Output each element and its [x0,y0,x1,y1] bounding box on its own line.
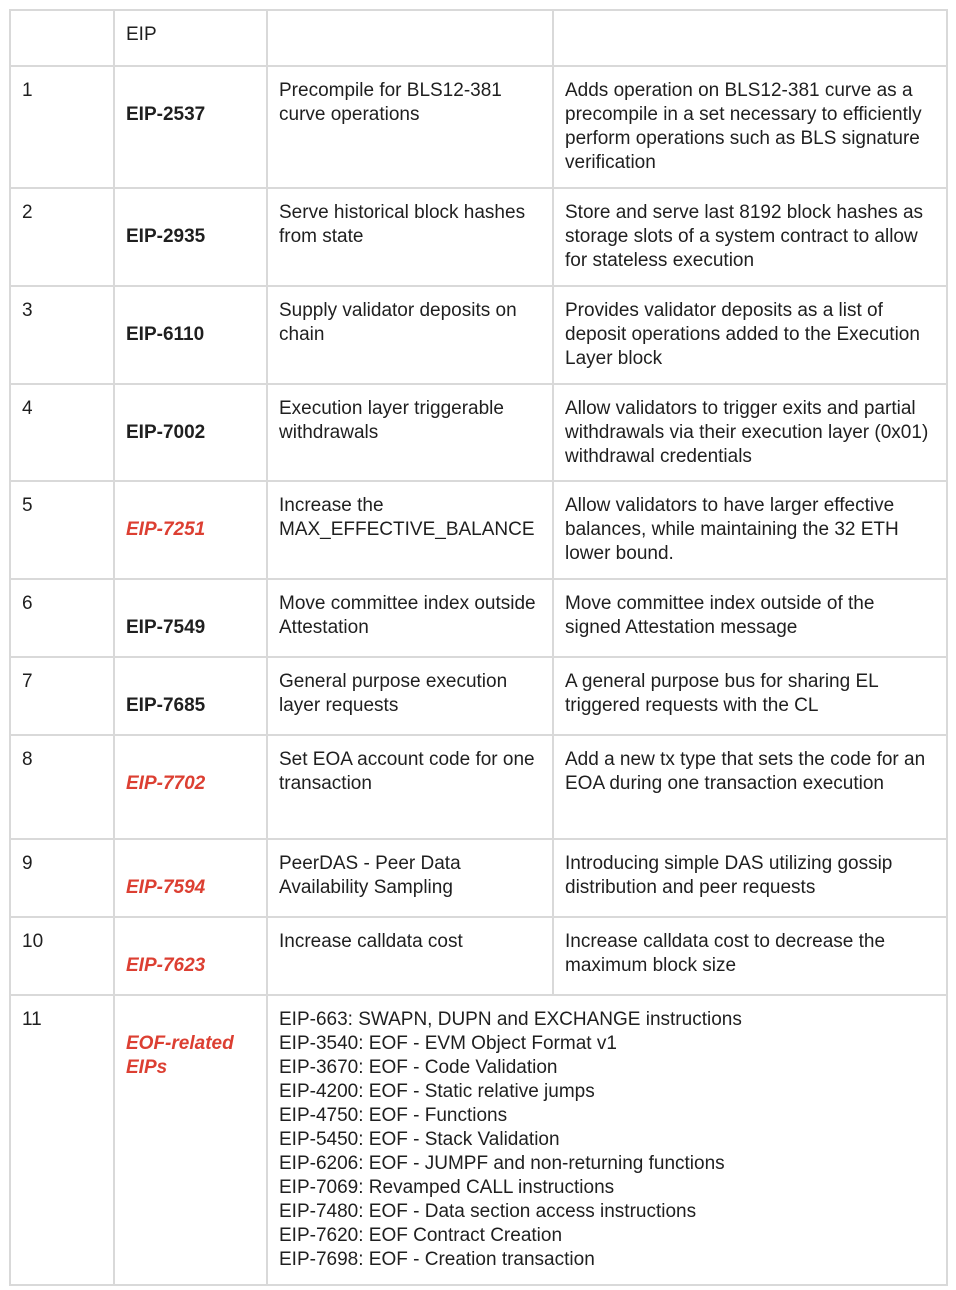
header-num-cell [10,10,114,66]
eip-id-highlighted: EIP-7623 [126,955,206,976]
eip-description: A general purpose bus for sharing EL triggered requests with the CL [553,657,947,735]
table-row [10,917,947,995]
eip-title: Move committee index outside Attestation [267,579,553,657]
eip-title: Set EOA account code for one transaction [267,735,553,839]
eof-list-item: EIP-7620: EOF Contract Creation [279,1225,563,1246]
table-row [10,839,947,917]
eip-description: Introducing simple DAS utilizing gossip distribution and peer requests [553,839,947,917]
eof-row [10,995,947,1285]
row-number: 7 [10,657,114,735]
eip-id-cell [114,735,267,839]
eip-description: Allow validators to have larger effective balances, while maintaining the 32 ETH lower bound. [553,481,947,579]
table-row [10,481,947,579]
eip-title: Increase the MAX_EFFECTIVE_BALANCE [267,481,553,579]
eof-list-item: EIP-4200: EOF - Static relative jumps [279,1081,595,1102]
eof-list-item: EIP-6206: EOF - JUMPF and non-returning functions [279,1153,725,1174]
row-number: 4 [10,384,114,481]
eip-id-highlighted: EIP-7702 [126,773,206,794]
row-number: 10 [10,917,114,995]
eof-list-item: EIP-7069: Revamped CALL instructions [279,1177,615,1198]
eip-id-cell [114,917,267,995]
eof-list-item: EIP-4750: EOF - Functions [279,1105,508,1126]
eip-title: Execution layer triggerable withdrawals [267,384,553,481]
eip-table [9,9,948,1286]
row-number: 3 [10,286,114,384]
header-row [10,10,947,66]
eof-list-item: EIP-7698: EOF - Creation transaction [279,1249,595,1270]
eip-id-cell [114,481,267,579]
eip-title: Supply validator deposits on chain [267,286,553,384]
eip-id-cell [114,657,267,735]
eip-id-highlighted: EIP-7251 [126,519,206,540]
eip-description: Store and serve last 8192 block hashes as storage slots of a system contract to allow for stateless execution [553,188,947,286]
table-row [10,735,947,839]
table-row [10,384,947,481]
eof-list-item: EIP-3670: EOF - Code Validation [279,1057,558,1078]
table-row [10,188,947,286]
row-number: 9 [10,839,114,917]
eip-id-cell [114,286,267,384]
table-row [10,286,947,384]
eip-title: General purpose execution layer requests [267,657,553,735]
eip-title: Serve historical block hashes from state [267,188,553,286]
row-number: 8 [10,735,114,839]
eof-list-item: EIP-663: SWAPN, DUPN and EXCHANGE instructions [279,1009,742,1030]
eof-list-item: EIP-3540: EOF - EVM Object Format v1 [279,1033,617,1054]
eip-description: Adds operation on BLS12-381 curve as a precompile in a set necessary to efficiently perform operations such as BLS signature verification [553,66,947,188]
eip-id: EIP-7549 [126,617,206,638]
eip-id-cell [114,839,267,917]
eip-id: EIP-6110 [126,324,205,345]
eip-id-cell [114,384,267,481]
eip-id: EIP-7685 [126,695,206,716]
table-row [10,66,947,188]
eip-id-highlighted: EIP-7594 [126,877,206,898]
eip-id: EIP-2935 [126,226,206,247]
eof-list-item: EIP-5450: EOF - Stack Validation [279,1129,560,1150]
eip-id-cell [114,579,267,657]
eip-id: EIP-2537 [126,104,206,125]
eip-description: Allow validators to trigger exits and partial withdrawals via their execution layer (0x01) withdrawal credentials [553,384,947,481]
row-number: 6 [10,579,114,657]
eip-title: PeerDAS - Peer Data Availability Sampling [267,839,553,917]
row-number: 1 [10,66,114,188]
table-row [10,579,947,657]
eof-id-cell [114,995,267,1285]
eof-list-item: EIP-7480: EOF - Data section access instructions [279,1201,697,1222]
eip-description: Provides validator deposits as a list of deposit operations added to the Execution Layer block [553,286,947,384]
row-number: 5 [10,481,114,579]
eip-title: Precompile for BLS12-381 curve operations [267,66,553,188]
eip-id-cell [114,66,267,188]
header-title-cell [267,10,553,66]
table-row [10,657,947,735]
eip-description: Add a new tx type that sets the code for an EOA during one transaction execution [553,735,947,839]
eof-id: EOF-related EIPs [126,1033,234,1078]
eip-title: Increase calldata cost [267,917,553,995]
eip-description: Increase calldata cost to decrease the maximum block size [553,917,947,995]
header-description-cell [553,10,947,66]
row-number: 11 [10,995,114,1285]
header-eip-cell: EIP [114,10,267,66]
eip-description: Move committee index outside of the signed Attestation message [553,579,947,657]
eip-id-cell [114,188,267,286]
eip-id: EIP-7002 [126,422,206,443]
row-number: 2 [10,188,114,286]
eof-list-cell [267,995,947,1285]
